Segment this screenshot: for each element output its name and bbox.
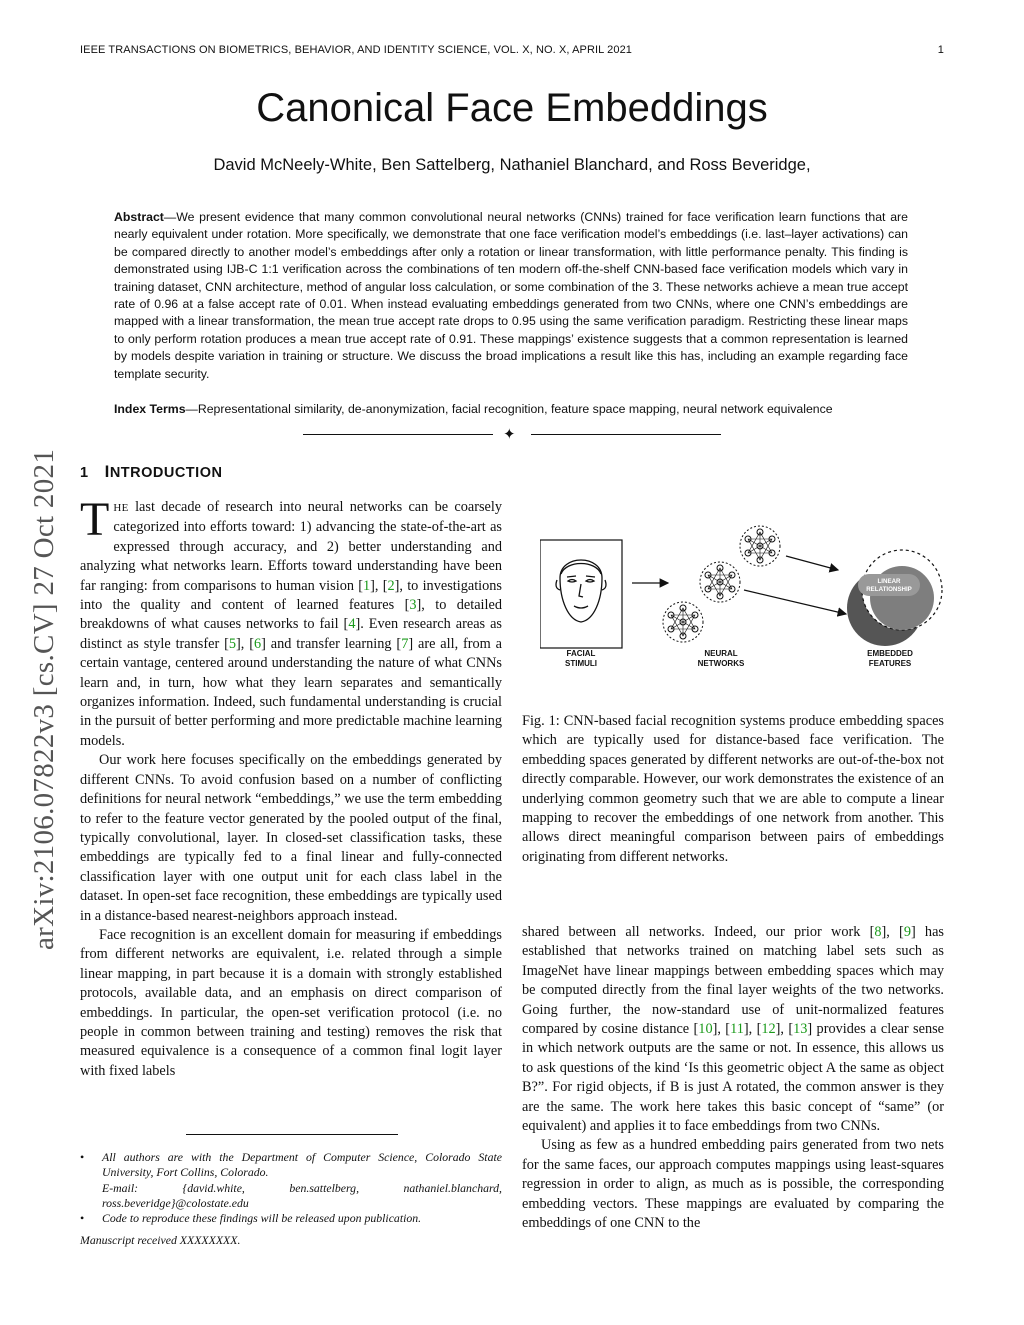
text-run: ], [ bbox=[712, 1021, 731, 1038]
abstract-text: —We present evidence that many common convolutional neural networks (CNNs) trained for face verification learn functions that are nearly equivalent under rotation. More specifically, we demonstrate that one face verification model’s embeddings (i.e. last–layer activations) can be compared directly to another model’s embeddings after only a rotation or linear transformation, with little performance penalty. This finding is demonstrated using IJB-C 1:1 verification across the combinations of ten modern off-the-shelf CNN-based face verification models which vary in training dataset, CNN architecture, method of angular loss calculation, or some combination of the 3. These networks achieve a mean true accept rate of 0.96 at a false accept rate of 0.01. When instead evaluating embeddings generated from two CNNs, where one CNN’s embeddings are mapped with a linear transformation, the mean true accept rate drops to 0.95 using the same verification paradigm. Restricting these linear maps to only perform rotation produces a mean true accept rate of 0.91. These mappings’ existence suggests that a common representation is learned by models despite variation in training or structure. We discuss the broad implications a result like this has, including an example regarding face template security. bbox=[114, 210, 908, 381]
section-title-rest: NTRODUCTION bbox=[109, 465, 223, 481]
smallcaps-lead: HE bbox=[113, 502, 129, 514]
neural-network-icon-top bbox=[740, 526, 780, 566]
manuscript-received: Manuscript received XXXXXXXX. bbox=[80, 1233, 241, 1247]
running-head bbox=[80, 44, 944, 56]
intro-paragraph-3: Face recognition is an excellent domain for measuring if embeddings from different networks are equivalent, i.e. related through a simple linear mapping, in part because it is a domain with strongly established protocols, available data, and an emphasis on direct comparison of embeddings. In particular, the open-set verification protocol (i.e. no people in common between training and testing) removes the risk that measured equivalence is a consequence of a common final logit layer with fixed labels bbox=[80, 926, 502, 1079]
citation-link[interactable]: 7 bbox=[401, 635, 409, 652]
label-networks: NETWORKS bbox=[697, 659, 745, 668]
arxiv-identifier: arXiv:2106.07822v3 [cs.CV] 27 Oct 2021 bbox=[28, 448, 60, 950]
paper-title: Canonical Face Embeddings bbox=[256, 86, 768, 130]
embedding-space-diagram bbox=[847, 550, 942, 646]
footnote-code-text: Code to reproduce these findings will be released upon publication. bbox=[102, 1211, 422, 1226]
right-paragraph-1 bbox=[522, 923, 944, 1136]
footnote-affiliation bbox=[80, 1150, 502, 1211]
citation-link[interactable]: 5 bbox=[228, 635, 236, 652]
bullet-icon: • bbox=[80, 1211, 85, 1226]
journal-name: IEEE TRANSACTIONS ON BIOMETRICS, BEHAVIOR, AND IDENTITY SCIENCE, VOL. X, NO. X, APRIL 2021 bbox=[80, 44, 633, 56]
footnotes bbox=[80, 1150, 502, 1226]
text-run: ] has established that networks trained on matching label sets such as ImageNet have linear mappings between embedding spaces which may be computed directly from the final layer weights of the two networks. Going further, the now-standard use of unit-normalized features compared by cosine distance [ bbox=[522, 924, 944, 1038]
footnote-rule bbox=[186, 1134, 398, 1135]
citation-link[interactable]: 1 bbox=[362, 577, 371, 594]
page-number: 1 bbox=[937, 44, 944, 56]
section-divider bbox=[303, 426, 721, 444]
citation-link[interactable]: 6 bbox=[253, 635, 262, 652]
face-stimulus-frame bbox=[540, 540, 622, 648]
footnote-affiliation-text: All authors are with the Department of Computer Science, Colorado State University, Fort Collins, Colorado. bbox=[102, 1150, 502, 1180]
index-terms bbox=[114, 401, 908, 418]
citation-link[interactable]: 4 bbox=[348, 616, 356, 633]
citation-link[interactable]: 8 bbox=[874, 924, 882, 940]
citation-link[interactable]: 10 bbox=[698, 1021, 713, 1038]
left-column bbox=[80, 493, 502, 1081]
abstract-label: Abstract bbox=[114, 210, 164, 224]
badge-label-relationship: RELATIONSHIP bbox=[866, 586, 912, 593]
text-run: ] and transfer learning [ bbox=[261, 635, 402, 652]
neural-network-icon-middle bbox=[700, 562, 740, 602]
citation-link[interactable]: 9 bbox=[903, 924, 911, 940]
text-run: ], [ bbox=[775, 1021, 794, 1038]
bullet-icon: • bbox=[80, 1150, 85, 1164]
intro-paragraph-1 bbox=[80, 493, 502, 751]
citation-link[interactable]: 12 bbox=[761, 1021, 776, 1038]
citation-link[interactable]: 3 bbox=[409, 597, 417, 614]
neural-network-icon-bottom bbox=[663, 602, 703, 642]
text-run: shared between all networks. Indeed, our prior work [ bbox=[522, 924, 875, 940]
citation-link[interactable]: 13 bbox=[793, 1021, 808, 1038]
label-embedded: EMBEDDED bbox=[867, 649, 913, 658]
text-run: ], [ bbox=[236, 635, 254, 652]
section-number: 1 bbox=[80, 465, 89, 481]
intro-paragraph-2: Our work here focuses specifically on the embeddings generated by different CNNs. To avoid confusion based on a number of conflicting definitions for neural network “embeddings,” we use the term embedding to refer to the feature vector generated by the pooled output of the final, typically convolutional, layer. In closed-set classification tasks, these embeddings are typically fed to a final linear and fully-connected classification layer with one output unit for each class label in the dataset. In open-set face recognition, these embeddings are typically used in a distance-based nearest-neighbors approach instead. bbox=[80, 752, 502, 924]
text-run: ], [ bbox=[743, 1021, 762, 1038]
divider-line-left bbox=[303, 434, 493, 435]
text-run: ] are all, from a certain vantage, centered around understanding the nature of what CNNs learn and, in turn, how what they learn separates and semantically organizes information. Indeed, such fundamental understanding is crucial in the pursuit of better performing and more predictable machine learning models. bbox=[80, 635, 502, 749]
text-run: ], [ bbox=[881, 924, 904, 940]
figure-1-diagram bbox=[540, 518, 960, 678]
index-terms-label: Index Terms bbox=[114, 402, 186, 416]
text-run: ], to detailed breakdowns of what causes networks to fail [ bbox=[80, 597, 502, 633]
badge-label-linear: LINEAR bbox=[877, 578, 901, 585]
section-heading-introduction bbox=[80, 462, 222, 482]
citation-link[interactable]: 2 bbox=[387, 577, 395, 594]
text-run: ], to investigations into the quality and content of learned features [ bbox=[80, 577, 502, 614]
label-facial: FACIAL bbox=[566, 649, 596, 658]
text-run: ], [ bbox=[370, 577, 388, 594]
label-features: FEATURES bbox=[868, 659, 912, 668]
text-run: ]. Even research areas as distinct as style transfer [ bbox=[80, 616, 502, 652]
citation-link[interactable]: 11 bbox=[730, 1021, 744, 1038]
footnote-email: E-mail: {david.white, ben.sattelberg, nathaniel.blanchard, ross.beveridge}@colostate.edu bbox=[102, 1180, 502, 1210]
drop-cap: T bbox=[80, 493, 110, 546]
section-title-initial: I bbox=[104, 462, 110, 481]
author-list: David McNeely-White, Ben Sattelberg, Nathaniel Blanchard, and Ross Beveridge, bbox=[213, 156, 811, 174]
text-run: ] provides a clear sense in which network outputs are the same or not. In essence, this allows us to ask questions of the kind ‘Is this geometric object A the same as object B?”. For rigid objects, if B is just A rotated, the common answer is they are the same. The work here takes this basic concept of “same” (or equivalent) and applies it to face embeddings from two CNNs. bbox=[522, 1021, 945, 1135]
face-sketch-icon bbox=[556, 560, 606, 622]
arrow-network-to-embedding-bottom bbox=[744, 590, 846, 614]
index-terms-text: —Representational similarity, de-anonymization, facial recognition, feature space mapping, neural network equivalence bbox=[185, 402, 833, 416]
text-run: last decade of research into neural networks can be coarsely categorized into efforts toward: 1) advancing the state-of-the-art as expressed through accuracy, and 2) better understanding and analyzing what networks learn. Efforts toward understanding have been far ranging: from comparisons to human vision [ bbox=[80, 499, 502, 594]
arrow-network-to-embedding-top bbox=[786, 556, 838, 570]
figure-1-caption: Fig. 1: CNN-based facial recognition systems produce embedding spaces which are typically used for distance-based face verification. The embedding spaces generated by different networks are out-of-the-box not directly comparable. However, our work demonstrates the existence of an underlying common geometry such that we are able to compute a linear mapping to recover the embeddings of one network from another. This allows direct meaningful comparison between pairs of embeddings originating from different networks. bbox=[522, 713, 944, 865]
abstract bbox=[114, 209, 908, 383]
right-paragraph-2: Using as few as a hundred embedding pairs generated from two nets for the same faces, our approach computes mappings using least-squares regression in order to align, as much as is possible, the corresponding embedding vectors. These mappings are evaluated by comparing the embeddings of one CNN to the bbox=[522, 1137, 944, 1232]
label-stimuli: STIMULI bbox=[565, 659, 597, 668]
divider-star-icon: ✦ bbox=[503, 426, 516, 443]
label-neural: NEURAL bbox=[704, 649, 738, 658]
right-column bbox=[522, 923, 944, 1234]
footnote-code bbox=[80, 1211, 502, 1226]
divider-line-right bbox=[531, 434, 721, 435]
